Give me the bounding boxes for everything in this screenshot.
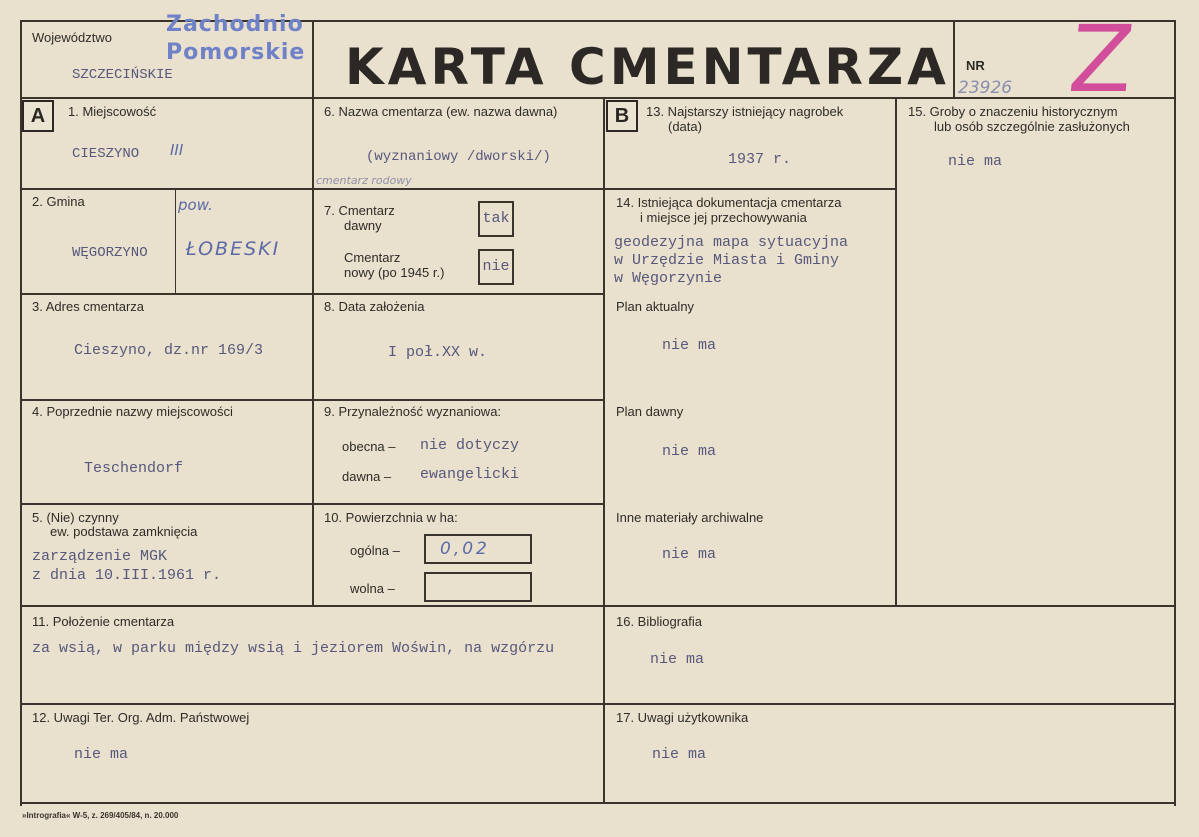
field-13-label-1: 13. Najstarszy istniejący nagrobek [646,104,844,119]
field-12-value: nie ma [74,746,129,763]
field-16-label: 16. Bibliografia [616,614,702,629]
field-2-value: WĘGORZYNO [72,245,148,261]
plan-old-label: Plan dawny [616,404,684,419]
field-7-old-box[interactable]: tak [478,201,514,237]
field-13-label-2: (data) [668,119,702,134]
field-14-value-2: w Urzędzie Miasta i Gminy [614,252,840,269]
field-9-current: nie dotyczy [420,437,520,454]
divider [20,605,1174,607]
field-4-label: 4. Poprzednie nazwy miejscowości [32,404,233,419]
area-total-field[interactable] [424,534,532,564]
field-7-new-box[interactable]: nie [478,249,514,285]
divider [895,98,897,606]
divider [20,399,604,401]
field-7-new-label-2: nowy (po 1945 r.) [344,265,445,280]
voivodeship-label: Województwo [32,30,112,45]
field-17-value: nie ma [652,746,707,763]
plan-current-value: nie ma [662,337,717,354]
field-2-pow: pow. [178,196,213,214]
stamp-line-2: Pomorskie [166,40,306,65]
plan-old-value: nie ma [662,443,717,460]
section-b-badge: B [606,100,638,132]
divider [20,503,604,505]
field-9-current-label: obecna – [342,439,396,454]
field-8-value: I poł.XX w. [388,344,488,361]
field-1-value: CIESZYNO [72,146,140,162]
field-16-value: nie ma [650,651,705,668]
stamp-line-1: Zachodnio [166,12,304,37]
divider [20,703,1174,705]
plan-current-label: Plan aktualny [616,299,695,314]
field-14-value-1: geodezyjna mapa sytuacyjna [614,234,849,251]
field-3-value: Cieszyno, dz.nr 169/3 [74,342,264,359]
archival-value: nie ma [662,546,717,563]
field-4-value: Teschendorf [84,460,184,477]
divider [20,188,312,190]
area-total-value: 0,02 [440,539,490,559]
archival-label: Inne materiały archiwalne [616,510,764,525]
area-free-field[interactable] [424,572,532,602]
divider [953,20,955,98]
section-a-badge: A [22,100,54,132]
field-15-label-2: lub osób szczególnie zasłużonych [934,119,1130,134]
field-9-former: ewangelicki [420,466,520,483]
page-title: KARTA CMENTARZA [345,38,950,96]
divider [312,20,314,98]
field-5-value-1: zarządzenie MGK [32,548,168,565]
field-14-label-2: i miejsce jej przechowywania [640,210,807,225]
field-5-value-2: z dnia 10.III.1961 r. [32,567,222,584]
field-17-label: 17. Uwagi użytkownika [616,710,749,725]
divider [20,293,604,295]
field-14-value-3: w Węgorzynie [614,270,723,287]
divider [312,98,314,606]
field-10-label: 10. Powierzchnia w ha: [324,510,458,525]
field-9-former-label: dawna – [342,469,392,484]
field-7-label: 7. Cmentarz [324,203,395,218]
divider [312,188,604,190]
field-1-note: III [170,141,184,159]
field-13-value: 1937 r. [728,151,792,168]
field-2-county: ŁOBESKI [186,238,281,260]
field-11-value: za wsią, w parku między wsią i jeziorem Woświn, na wzgórzu [32,640,555,657]
field-15-value: nie ma [948,153,1003,170]
nr-label: NR [966,58,985,73]
field-10-free-label: wolna – [350,581,395,596]
category-mark: Z [1064,6,1139,113]
field-5-label: 5. (Nie) czynny [32,510,119,525]
field-6-label: 6. Nazwa cmentarza (ew. nazwa dawna) [324,104,558,119]
field-15-label-1: 15. Groby o znaczeniu historycznym [908,104,1118,119]
field-7-old-label: dawny [344,218,382,233]
print-footer: »Intrografia« W-5, z. 269/405/84, n. 20.000 [22,811,179,820]
field-1-label: 1. Miejscowość [68,104,157,119]
field-10-total-label: ogólna – [350,543,400,558]
field-14-label-1: 14. Istniejąca dokumentacja cmentarza [616,195,842,210]
divider [20,802,1174,804]
field-12-label: 12. Uwagi Ter. Org. Adm. Państwowej [32,710,250,725]
nr-value: 23926 [958,78,1013,98]
voivodeship-value: SZCZECIŃSKIE [72,67,173,83]
field-5-sub: ew. podstawa zamknięcia [50,524,198,539]
field-11-label: 11. Położenie cmentarza [32,614,175,629]
field-8-label: 8. Data założenia [324,299,425,314]
field-7-new-label-1: Cmentarz [344,250,401,265]
field-2-label: 2. Gmina [32,194,85,209]
divider [604,188,896,190]
field-9-label: 9. Przynależność wyznaniowa: [324,404,502,419]
field-6-note: cmentarz rodowy [316,174,412,187]
divider [603,98,605,802]
field-6-value: (wyznaniowy /dworski/) [366,149,551,165]
divider [175,188,176,294]
field-3-label: 3. Adres cmentarza [32,299,144,314]
